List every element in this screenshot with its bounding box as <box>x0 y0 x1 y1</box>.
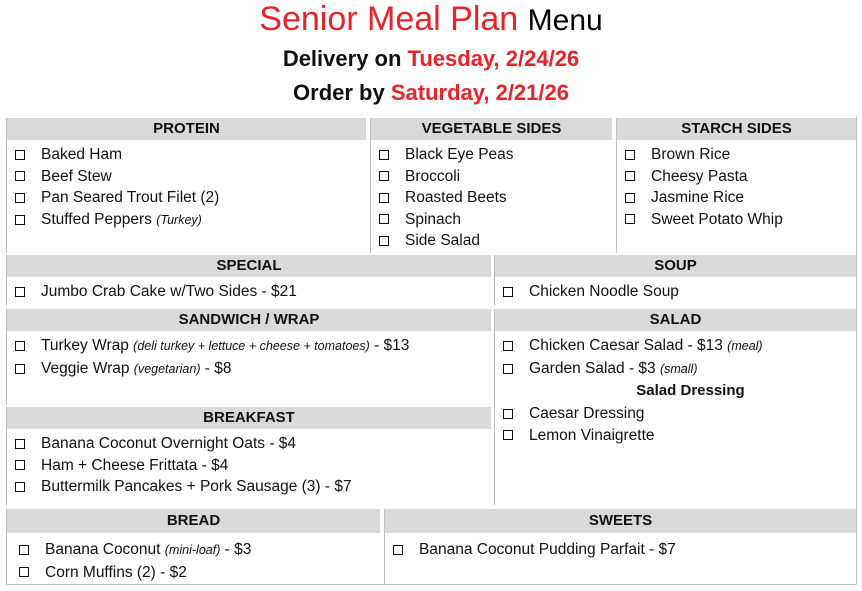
protein-section <box>6 118 366 253</box>
bread-header: BREAD <box>7 509 380 533</box>
menu-item <box>503 358 856 381</box>
special-section <box>6 255 491 305</box>
salad-section <box>494 309 856 505</box>
checkbox-icon[interactable] <box>379 171 389 181</box>
menu-item-text: Brown Rice <box>651 146 731 163</box>
sandwich-wrap-list <box>7 331 491 380</box>
menu-item-note: (mini-loaf) <box>164 543 221 557</box>
menu-item-label <box>41 476 352 498</box>
checkbox-icon[interactable] <box>379 214 389 224</box>
menu-item <box>625 144 856 166</box>
checkbox-icon[interactable] <box>503 430 513 440</box>
menu-item-label <box>41 433 296 455</box>
vegetable-sides-list <box>371 140 612 252</box>
sandwich-wrap-header: SANDWICH / WRAP <box>7 309 491 331</box>
menu-item-text: Veggie Wrap <box>41 359 130 377</box>
menu-item-label <box>529 358 697 381</box>
menu-item <box>15 358 491 381</box>
checkbox-icon[interactable] <box>15 439 25 449</box>
menu-item <box>503 281 856 303</box>
sweets-list <box>385 533 856 561</box>
checkbox-icon[interactable] <box>15 460 25 470</box>
menu-item <box>15 166 366 188</box>
delivery-prefix: Delivery on <box>282 46 402 71</box>
menu-item-text: Cheesy Pasta <box>651 167 748 185</box>
menu-item-text: Spinach <box>405 210 462 228</box>
order-prefix: Order by <box>293 80 385 105</box>
menu-item-text: Corn Muffins (2) - $2 <box>45 563 187 581</box>
menu-item <box>15 281 491 303</box>
checkbox-icon[interactable] <box>503 409 513 419</box>
menu-item-text: Sweet Potato Whip <box>651 210 783 228</box>
checkbox-icon[interactable] <box>15 150 25 160</box>
title-menu: Menu <box>527 4 603 37</box>
menu-item <box>19 562 380 584</box>
menu-item-note: (meal) <box>727 339 763 353</box>
menu-item-note: (small) <box>659 361 698 376</box>
menu-item-label <box>41 358 232 381</box>
soup-section <box>494 255 856 305</box>
checkbox-icon[interactable] <box>19 545 29 555</box>
delivery-date: Tuesday, 2/24/26 <box>407 46 580 71</box>
menu-item <box>15 476 491 498</box>
breakfast-header: BREAKFAST <box>7 407 491 429</box>
salad-dressing-heading: Salad Dressing <box>636 382 745 399</box>
menu-item <box>503 425 856 447</box>
bread-list <box>7 533 380 583</box>
menu-item-note: (vegetarian) <box>133 361 201 376</box>
menu-item-price: - $8 <box>204 359 232 377</box>
salad-list <box>495 331 856 380</box>
menu-item-label <box>651 187 744 209</box>
menu-item-text: Stuffed Peppers <box>41 210 152 228</box>
table-right-border <box>856 116 857 585</box>
menu-item <box>15 144 366 166</box>
checkbox-icon[interactable] <box>15 287 25 297</box>
menu-item-text: Black Eye Peas <box>405 146 514 163</box>
menu-item-label <box>405 209 461 231</box>
starch-sides-list <box>617 140 856 230</box>
menu-item <box>393 539 856 561</box>
menu-item-label <box>45 539 251 562</box>
menu-item-label <box>651 166 748 188</box>
menu-item-text: Ham + Cheese Frittata - $4 <box>41 456 229 474</box>
menu-item-text: Roasted Beets <box>405 189 507 206</box>
menu-item <box>625 166 856 188</box>
sweets-section <box>384 509 856 585</box>
menu-item <box>379 187 612 209</box>
menu-item-text: Caesar Dressing <box>529 405 645 422</box>
starch-sides-section <box>616 118 856 253</box>
menu-item <box>15 187 366 209</box>
menu-item <box>15 433 491 455</box>
menu-item-label <box>41 187 219 209</box>
table-bottom-border <box>6 584 857 585</box>
menu-item <box>379 144 612 166</box>
checkbox-icon[interactable] <box>503 341 513 351</box>
menu-item-text: Baked Ham <box>41 146 122 163</box>
menu-item-text: Chicken Noodle Soup <box>529 283 679 300</box>
bread-section <box>6 509 380 585</box>
page-title <box>0 0 862 40</box>
menu-item-label <box>419 539 676 561</box>
menu-item-label <box>45 562 187 584</box>
checkbox-icon[interactable] <box>379 193 389 203</box>
checkbox-icon[interactable] <box>503 287 513 297</box>
checkbox-icon[interactable] <box>503 364 513 374</box>
menu-item-text: Turkey Wrap <box>41 337 129 354</box>
menu-item-label <box>651 144 730 166</box>
order-date: Saturday, 2/21/26 <box>390 80 569 105</box>
special-header: SPECIAL <box>7 255 491 277</box>
menu-item <box>379 230 612 252</box>
soup-list <box>495 277 856 303</box>
menu-item-text: Buttermilk Pancakes + Pork Sausage (3) - $7 <box>41 478 352 495</box>
checkbox-icon[interactable] <box>625 214 635 224</box>
menu-item-label <box>41 335 409 358</box>
soup-header: SOUP <box>495 255 856 277</box>
checkbox-icon[interactable] <box>625 171 635 181</box>
menu-item-label <box>41 209 202 232</box>
salad-dressing-list <box>495 401 856 446</box>
menu-item-price: - $3 <box>224 541 252 558</box>
menu-item-label <box>529 281 679 303</box>
breakfast-list <box>7 429 491 498</box>
checkbox-icon[interactable] <box>19 567 29 577</box>
starch-sides-header: STARCH SIDES <box>617 118 856 140</box>
checkbox-icon[interactable] <box>15 364 25 374</box>
menu-item-label <box>405 230 480 252</box>
checkbox-icon[interactable] <box>15 215 25 225</box>
checkbox-icon[interactable] <box>393 545 403 555</box>
menu-item-label <box>41 166 112 188</box>
menu-item-text: Beef Stew <box>41 167 112 185</box>
menu-item-text: Banana Coconut <box>45 541 161 558</box>
menu-item-note: (deli turkey + lettuce + cheese + tomatoes) <box>133 339 370 353</box>
menu-item <box>19 539 380 562</box>
menu-item-label <box>405 144 514 166</box>
menu-item <box>15 209 366 232</box>
menu-item-label <box>41 144 122 166</box>
menu-item <box>15 455 491 477</box>
checkbox-icon[interactable] <box>15 171 25 181</box>
menu-item-label <box>529 403 644 425</box>
menu-item-text: Banana Coconut Pudding Parfait - $7 <box>419 541 676 558</box>
salad-header: SALAD <box>495 309 856 331</box>
menu-item-text: Broccoli <box>405 167 461 185</box>
checkbox-icon[interactable] <box>379 150 389 160</box>
vegetable-sides-section <box>370 118 612 253</box>
vegetable-sides-header: VEGETABLE SIDES <box>371 118 612 140</box>
menu-item <box>379 166 612 188</box>
menu-item <box>379 209 612 231</box>
menu-item-text: Pan Seared Trout Filet (2) <box>41 189 220 206</box>
title-red: Senior Meal Plan <box>259 0 519 38</box>
menu-item-label <box>529 425 655 447</box>
menu-item-text: Jasmine Rice <box>651 189 745 206</box>
checkbox-icon[interactable] <box>15 482 25 492</box>
protein-header: PROTEIN <box>7 118 366 140</box>
menu-item <box>15 335 491 358</box>
checkbox-icon[interactable] <box>625 150 635 160</box>
breakfast-section <box>6 407 491 505</box>
menu-item-label <box>405 187 507 209</box>
checkbox-icon[interactable] <box>15 193 25 203</box>
order-line <box>0 79 862 107</box>
menu-item-price: - $13 <box>374 337 410 354</box>
menu-item-text: Jumbo Crab Cake w/Two Sides - $21 <box>41 283 297 300</box>
menu-item-text: Banana Coconut Overnight Oats - $4 <box>41 435 297 452</box>
sweets-header: SWEETS <box>385 509 856 533</box>
menu-item <box>503 403 856 425</box>
menu-item-text: Lemon Vinaigrette <box>529 426 655 444</box>
menu-item-label <box>405 166 460 188</box>
checkbox-icon[interactable] <box>15 341 25 351</box>
special-list <box>7 277 491 303</box>
menu-item-note: (Turkey) <box>156 212 202 227</box>
menu-item <box>625 187 856 209</box>
menu-item <box>625 209 856 231</box>
menu-item-text: Garden Salad - $3 <box>529 359 656 377</box>
menu-item-text: Side Salad <box>405 232 480 249</box>
menu-item-label <box>651 209 783 231</box>
protein-list <box>7 140 366 231</box>
checkbox-icon[interactable] <box>379 236 389 246</box>
menu-item-label <box>529 335 763 358</box>
delivery-line <box>0 45 862 73</box>
menu-item <box>503 335 856 358</box>
sandwich-wrap-section <box>6 309 491 405</box>
menu-item-label <box>41 281 297 303</box>
checkbox-icon[interactable] <box>625 193 635 203</box>
menu-item-text: Chicken Caesar Salad - $13 <box>529 337 723 354</box>
menu-item-label <box>41 455 228 477</box>
